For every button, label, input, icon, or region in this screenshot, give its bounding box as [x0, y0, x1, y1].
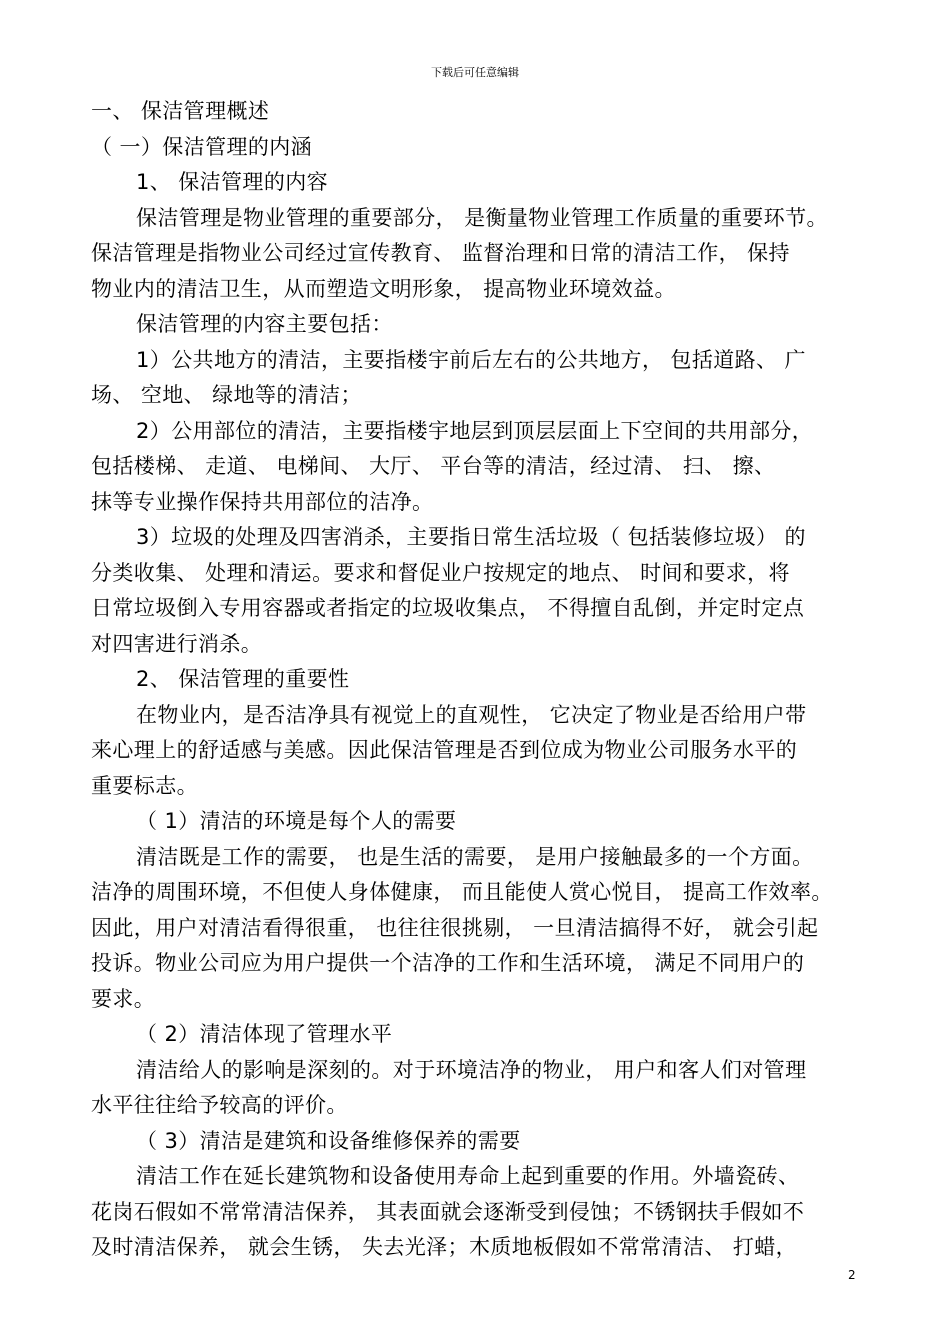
text-line: 及时清洁保养， 就会生锈， 失去光泽；木质地板假如不常常清洁、 打蜡， [91, 1235, 798, 1259]
text-line: 花岗石假如不常常清洁保养， 其表面就会逐渐受到侵蚀；不锈钢扶手假如不 [91, 1199, 805, 1224]
text-line: 3）垃圾的处理及四害消杀，主要指日常生活垃圾（ 包括装修垃圾） 的 [136, 525, 806, 549]
text-line: 要求。 [91, 986, 156, 1011]
text-line: 因此，用户对清洁看得很重， 也往往很挑剔， 一旦清洁搞得不好， 就会引起 [91, 915, 819, 940]
text-line: 2、 保洁管理的重要性 [136, 667, 350, 691]
text-line: 分类收集、 处理和清运。要求和督促业户按规定的地点、 时间和要求，将 [91, 560, 790, 585]
text-line: 1、 保洁管理的内容 [136, 170, 329, 194]
text-line: 重要标志。 [91, 773, 198, 798]
text-line: 洁净的周围环境，不但使人身体健康， 而且能使人赏心悦目， 提高工作效率。 [91, 880, 833, 904]
text-line: 物业内的清洁卫生，从而塑造文明形象， 提高物业环境效益。 [91, 276, 676, 301]
text-line: 对四害进行消杀。 [91, 631, 263, 656]
text-line: （ 一）保洁管理的内涵 [91, 134, 313, 159]
text-line: 投诉。物业公司应为用户提供一个洁净的工作和生活环境， 满足不同用户的 [91, 951, 805, 975]
text-line: 包括楼梯、 走道、 电梯间、 大厅、 平台等的清洁，经过清、 扫、 擦、 [91, 454, 776, 478]
text-line: 保洁管理是物业管理的重要部分， 是衡量物业管理工作质量的重要环节。 [136, 205, 828, 230]
text-line: 保洁管理的内容主要包括： [136, 312, 393, 336]
text-line: （ 1）清洁的环境是每个人的需要 [136, 809, 457, 833]
text-line: （ 3）清洁是建筑和设备维修保养的需要 [136, 1128, 521, 1153]
text-line: 来心理上的舒适感与美感。因此保洁管理是否到位成为物业公司服务水平的 [91, 738, 798, 762]
text-line: 水平往往给予较高的评价。 [91, 1093, 348, 1117]
text-line: 2）公用部位的清洁，主要指楼宇地层到顶层层面上下空间的共用部分， [136, 418, 814, 443]
text-line: 抹等专业操作保持共用部位的洁净。 [91, 489, 434, 514]
text-line: 场、 空地、 绿地等的清洁； [91, 383, 362, 407]
text-line: 清洁工作在延长建筑物和设备使用寿命上起到重要的作用。外墙瓷砖、 [136, 1164, 800, 1188]
text-line: 在物业内，是否洁净具有视觉上的直观性， 它决定了物业是否给用户带 [136, 702, 807, 727]
text-line: 清洁给人的影响是深刻的。对于环境洁净的物业， 用户和客人们对管理 [136, 1057, 807, 1082]
text-line: 一、 保洁管理概述 [91, 99, 270, 123]
text-line: 保洁管理是指物业公司经过宣传教育、 监督治理和日常的清洁工作， 保持 [91, 241, 790, 265]
text-line: 1）公共地方的清洁，主要指楼宇前后左右的公共地方， 包括道路、 广 [136, 347, 806, 372]
text-line: 清洁既是工作的需要， 也是生活的需要， 是用户接触最多的一个方面。 [136, 844, 814, 869]
text-line: （ 2）清洁体现了管理水平 [136, 1022, 393, 1046]
document-body [91, 94, 871, 1266]
page-number: 2 [848, 1268, 856, 1282]
text-line: 日常垃圾倒入专用容器或者指定的垃圾收集点， 不得擅自乱倒，并定时定点 [91, 596, 805, 620]
page-header: 下载后可任意编辑 [431, 66, 519, 79]
